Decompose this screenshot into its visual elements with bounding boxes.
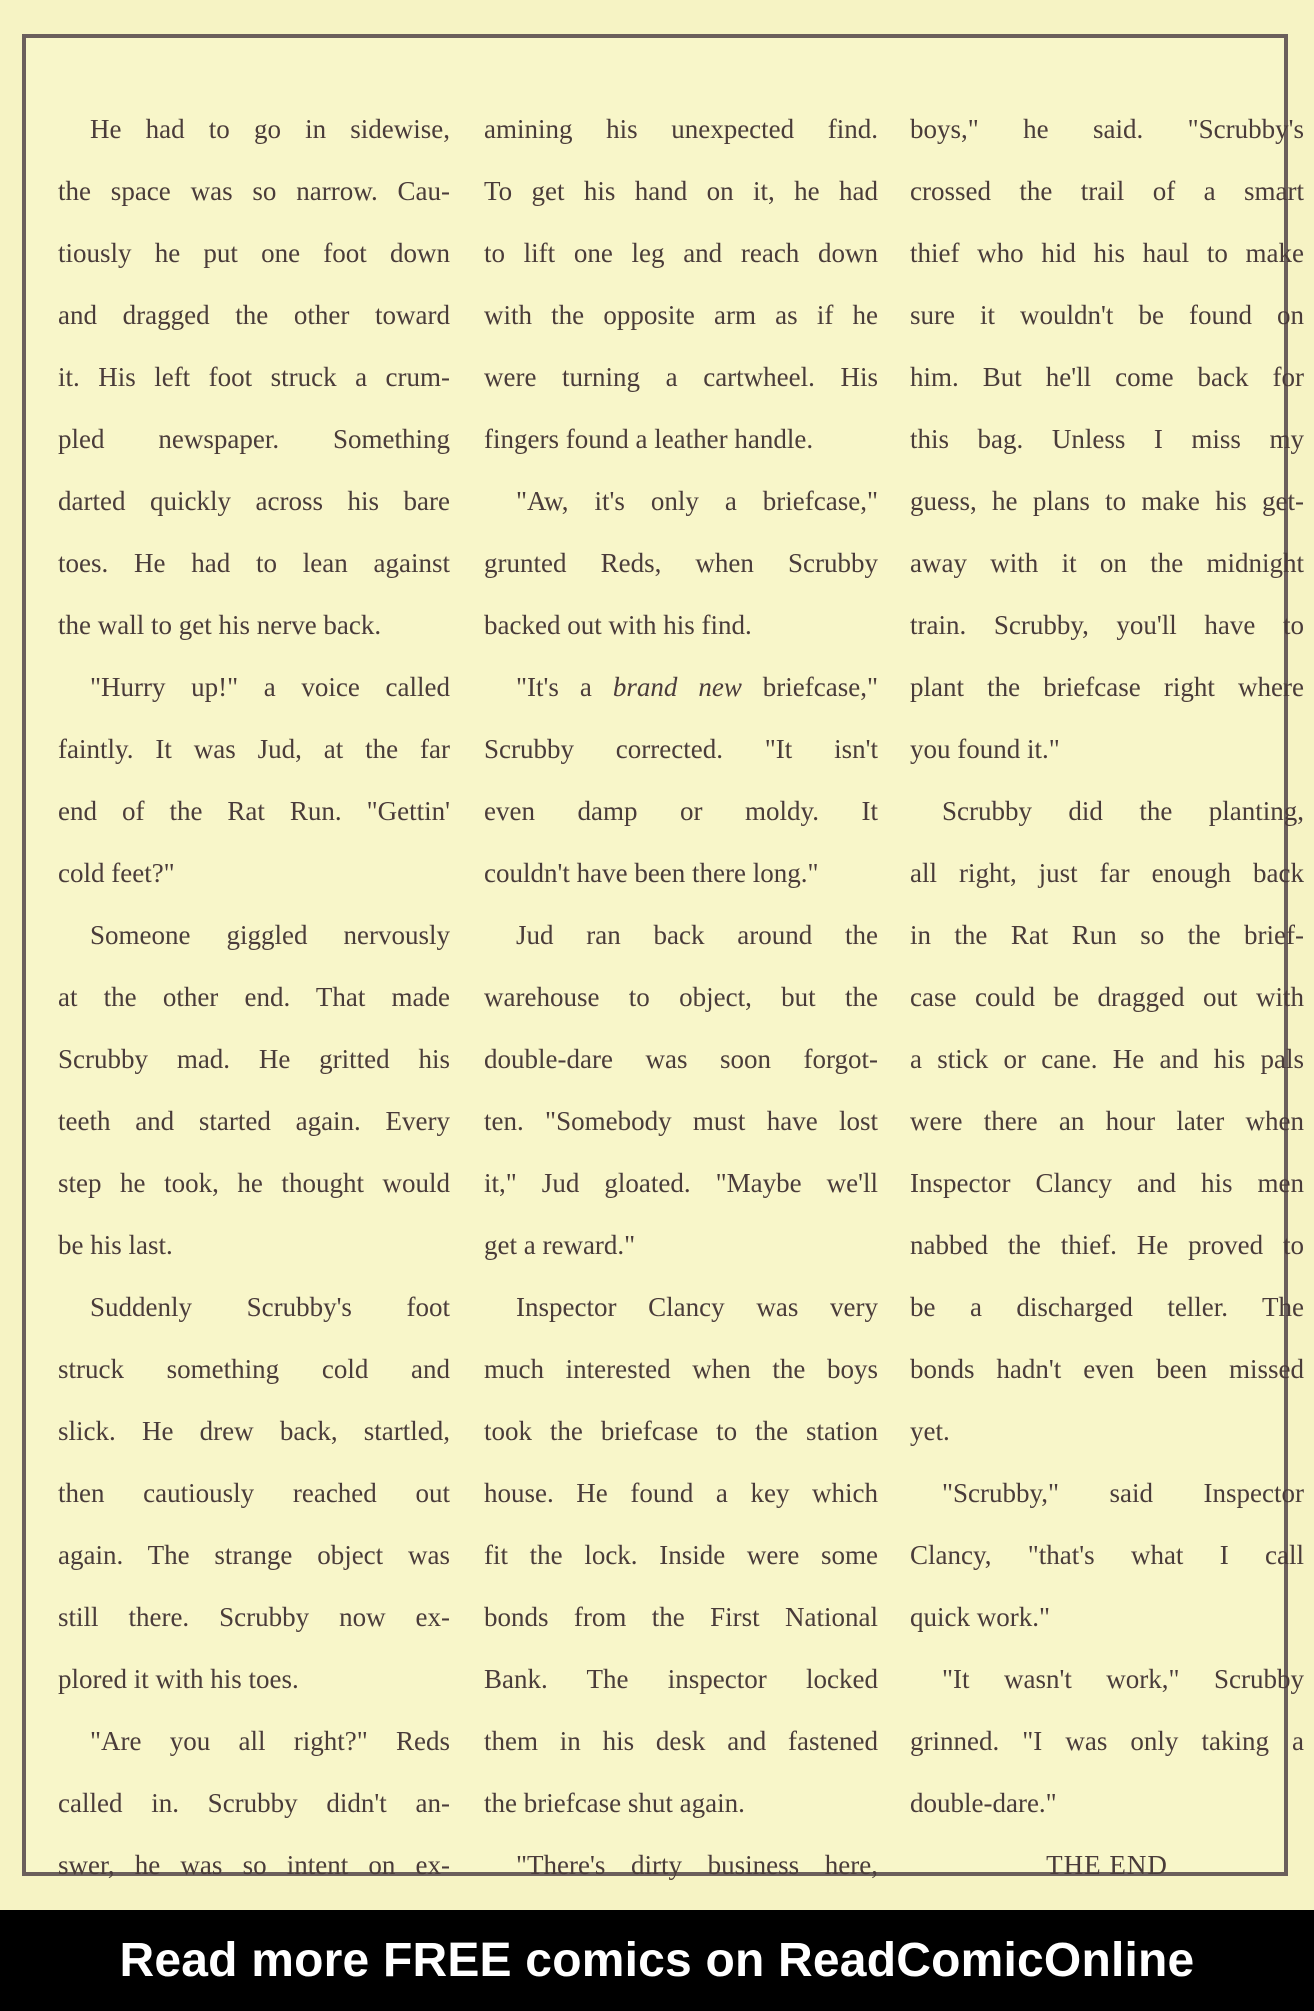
text-line: plant the briefcase right where <box>910 672 1304 702</box>
text-line: "Aw, it's only a briefcase," <box>516 486 878 516</box>
promo-banner[interactable] <box>0 1910 1314 2011</box>
text-column-3 <box>910 98 1304 1896</box>
text-line: Scrubby mad. He gritted his <box>58 1044 450 1074</box>
text-line: grinned. "I was only taking a <box>910 1726 1304 1756</box>
text-line: crossed the trail of a smart <box>910 176 1304 206</box>
text-frame <box>22 34 1304 1880</box>
text-line: even damp or moldy. It <box>484 796 878 826</box>
text-line: tiously he put one foot down <box>58 238 450 268</box>
text-line: him. But he'll come back for <box>910 362 1304 392</box>
text-line: Inspector Clancy and his men <box>910 1168 1304 1198</box>
text-line: all right, just far enough back <box>910 858 1304 888</box>
text-line: yet. <box>910 1416 950 1446</box>
text-line: bonds from the First National <box>484 1602 878 1632</box>
text-line: To get his hand on it, he had <box>484 176 878 206</box>
text-line: called in. Scrubby didn't an- <box>58 1788 450 1818</box>
text-line: Clancy, "that's what I call <box>910 1540 1304 1570</box>
text-line: train. Scrubby, you'll have to <box>910 610 1304 640</box>
text-line: quick work." <box>910 1602 1050 1632</box>
text-line: sure it wouldn't be found on <box>910 300 1304 330</box>
text-line: "Are you all right?" Reds <box>90 1726 450 1756</box>
text-line: again. The strange object was <box>58 1540 450 1570</box>
text-line: took the briefcase to the station <box>484 1416 878 1446</box>
text-line: were turning a cartwheel. His <box>484 362 878 392</box>
text-line: fingers found a leather handle. <box>484 424 814 454</box>
emphasis-text: brand new <box>612 672 742 702</box>
text-line: fit the lock. Inside were some <box>484 1540 878 1570</box>
text-line: much interested when the boys <box>484 1354 878 1384</box>
text-line: thief who hid his haul to make <box>910 238 1304 268</box>
text-line: Scrubby did the planting, <box>942 796 1304 826</box>
text-line: pled newspaper. Something <box>58 424 450 454</box>
text-line: Bank. The inspector locked <box>484 1664 878 1694</box>
text-line: this bag. Unless I miss my <box>910 424 1304 454</box>
text-line: still there. Scrubby now ex- <box>58 1602 450 1632</box>
text-line: "Scrubby," said Inspector <box>942 1478 1304 1508</box>
text-line: case could be dragged out with <box>910 982 1304 1012</box>
text-line: double-dare was soon forgot- <box>484 1044 878 1074</box>
text-line: darted quickly across his bare <box>58 486 450 516</box>
text-line: boys," he said. "Scrubby's <box>910 114 1304 144</box>
text-line: faintly. It was Jud, at the far <box>58 734 450 764</box>
text-line: in the Rat Run so the brief- <box>910 920 1304 950</box>
text-line: end of the Rat Run. "Gettin' <box>58 796 450 826</box>
text-line: grunted Reds, when Scrubby <box>484 548 878 578</box>
text-line: the briefcase shut again. <box>484 1788 745 1818</box>
text-line: Suddenly Scrubby's foot <box>90 1292 450 1322</box>
text-line: you found it." <box>910 734 1060 764</box>
text-line: were there an hour later when <box>910 1106 1304 1136</box>
text-line: ten. "Somebody must have lost <box>484 1106 878 1136</box>
text-line: teeth and started again. Every <box>58 1106 450 1136</box>
text-line: then cautiously reached out <box>58 1478 450 1508</box>
text-line: to lift one leg and reach down <box>484 238 878 268</box>
text-line: and dragged the other toward <box>58 300 450 330</box>
text-line: struck something cold and <box>58 1354 450 1384</box>
text-line: be his last. <box>58 1230 173 1260</box>
text-line: "It's a brand new briefcase," <box>516 672 879 702</box>
text-line: slick. He drew back, startled, <box>58 1416 450 1446</box>
text-line: it. His left foot struck a crum- <box>58 362 450 392</box>
text-line: with the opposite arm as if he <box>484 300 878 330</box>
text-line: Jud ran back around the <box>516 920 878 950</box>
text-line: the wall to get his nerve back. <box>58 610 382 640</box>
the-end-label: THE END <box>1046 1850 1168 1880</box>
text-line: away with it on the midnight <box>910 548 1304 578</box>
text-line: get a reward." <box>484 1230 636 1260</box>
text-line: guess, he plans to make his get- <box>910 486 1304 516</box>
text-line: "There's dirty business here, <box>516 1850 878 1880</box>
text-column-1 <box>58 98 450 1896</box>
text-line: backed out with his find. <box>484 610 752 640</box>
text-line: couldn't have been there long." <box>484 858 819 888</box>
text-line: toes. He had to lean against <box>58 548 450 578</box>
text-line: at the other end. That made <box>58 982 450 1012</box>
text-line: it," Jud gloated. "Maybe we'll <box>484 1168 878 1198</box>
text-line: house. He found a key which <box>484 1478 878 1508</box>
text-line: Someone giggled nervously <box>90 920 450 950</box>
text-line: He had to go in sidewise, <box>90 114 450 144</box>
text-line: step he took, he thought would <box>58 1168 450 1198</box>
text-line: bonds hadn't even been missed <box>910 1354 1304 1384</box>
text-line: swer, he was so intent on ex- <box>58 1850 450 1880</box>
text-line: the space was so narrow. Cau- <box>58 176 450 206</box>
text-line: Inspector Clancy was very <box>516 1292 878 1322</box>
text-line: nabbed the thief. He proved to <box>910 1230 1304 1260</box>
text-line: Scrubby corrected. "It isn't <box>484 734 878 764</box>
text-line: be a discharged teller. The <box>910 1292 1304 1322</box>
text-line: warehouse to object, but the <box>484 982 878 1012</box>
text-column-2 <box>484 98 878 1896</box>
banner-text[interactable]: Read more FREE comics on ReadComicOnline <box>119 1934 1195 1987</box>
text-line: them in his desk and fastened <box>484 1726 878 1756</box>
text-line: "It wasn't work," Scrubby <box>942 1664 1304 1694</box>
text-line: double-dare." <box>910 1788 1057 1818</box>
text-line: a stick or cane. He and his pals <box>910 1044 1304 1074</box>
text-line: cold feet?" <box>58 858 175 888</box>
text-line: amining his unexpected find. <box>484 114 878 144</box>
text-line: plored it with his toes. <box>58 1664 299 1694</box>
text-line: "Hurry up!" a voice called <box>90 672 450 702</box>
